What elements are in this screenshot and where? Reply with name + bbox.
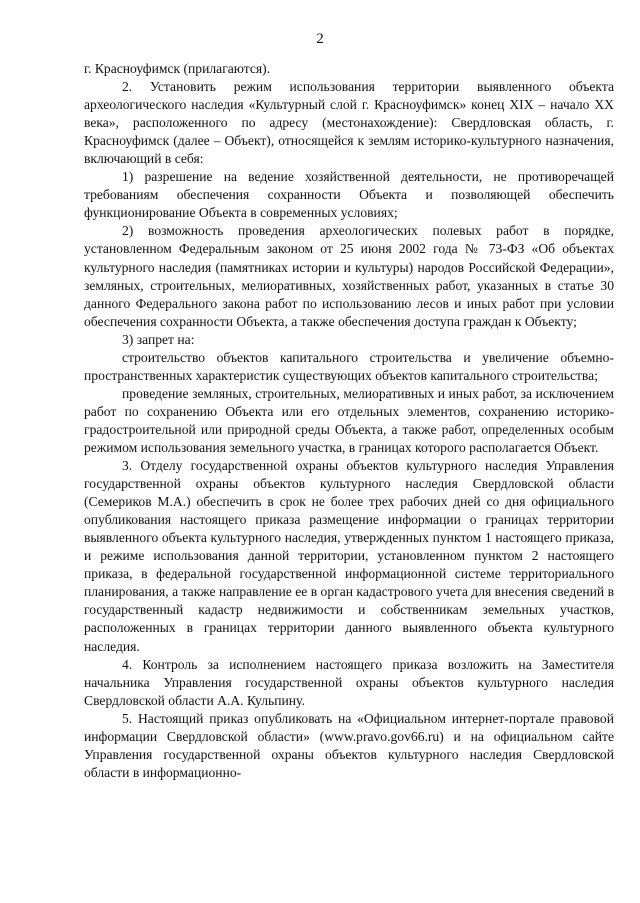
paragraph-8: 3. Отделу государственной охраны объектов культурного наследия Управления государственной охраны объектов культурного наследия Свердловской области (Семериков М.А.) обеспечить в срок не более трех рабочих дней со дня официального опубликования настоящего приказа размещение информации о границах территории выявленного объекта культурного наследия, утвержденных пунктом 1 настоящего приказа, и режиме использования данной территории, установленном пунктом 2 настоящего приказа, в федеральной государственной информационной системе территориального планирования, а также направление ее в орган кадастрового учета для внесения сведений в государственный кадастр недвижимости и собственникам земельных участков, расположенных в границах территории данного выявленного объекта культурного наследия. [84, 458, 614, 654]
paragraph-6: строительство объектов капитального строительства и увеличение объемно-пространственных характеристик существующих объектов капитального строительства; [84, 349, 614, 383]
paragraph-1: г. Красноуфимск (прилагаются). [84, 61, 271, 76]
paragraph-3: 1) разрешение на ведение хозяйственной деятельности, не противоречащей требованиям обеспечения сохранности Объекта и позволяющей обеспечить функционирование Объекта в современных условиях; [84, 169, 614, 221]
document-body [84, 60, 614, 782]
paragraph-10: 5. Настоящий приказ опубликовать на «Официальном интернет-портале правовой информации Свердловской области» (www.pravo.gov66.ru) и на официальном сайте Управления государственной охраны объектов культурного наследия Свердловской области в информационно- [84, 710, 614, 780]
paragraph-5: 3) запрет на: [122, 331, 195, 347]
page-number: 2 [316, 31, 324, 47]
paragraph-9: 4. Контроль за исполнением настоящего приказа возложить на Заместителя начальника Управления государственной охраны объектов культурного наследия Свердловской области А.А. Кульпину. [84, 656, 614, 708]
paragraph-7: проведение земляных, строительных, мелиоративных и иных работ, за исключением работ по сохранению Объекта или его отдельных элементов, сохранению историко-градостроительной или природной среды Объекта, а также работ, определенных особым режимом использования земельного участка, в границах которого располагается Объект. [84, 385, 614, 455]
paragraph-4: 2) возможность проведения археологических полевых работ в порядке, установленном Федеральным законом от 25 июня 2002 года № 73-ФЗ «Об объектах культурного наследия (памятниках истории и культуры) народов Российской Федерации», земляных, строительных, мелиоративных, хозяйственных работ, указанных в статье 30 данного Федерального закона работ по использованию лесов и иных работ при условии обеспечения сохранности Объекта, а также обеспечения доступа граждан к Объекту; [84, 223, 614, 329]
paragraph-2: 2. Установить режим использования территории выявленного объекта археологического наследия «Культурный слой г. Красноуфимск» конец XIX – начало XX века», расположенного по адресу (местонахождение): Свердловская область, г. Красноуфимск (далее – Объект), относящейся к землям историко-культурного назначения, включающий в себя: [84, 79, 614, 167]
